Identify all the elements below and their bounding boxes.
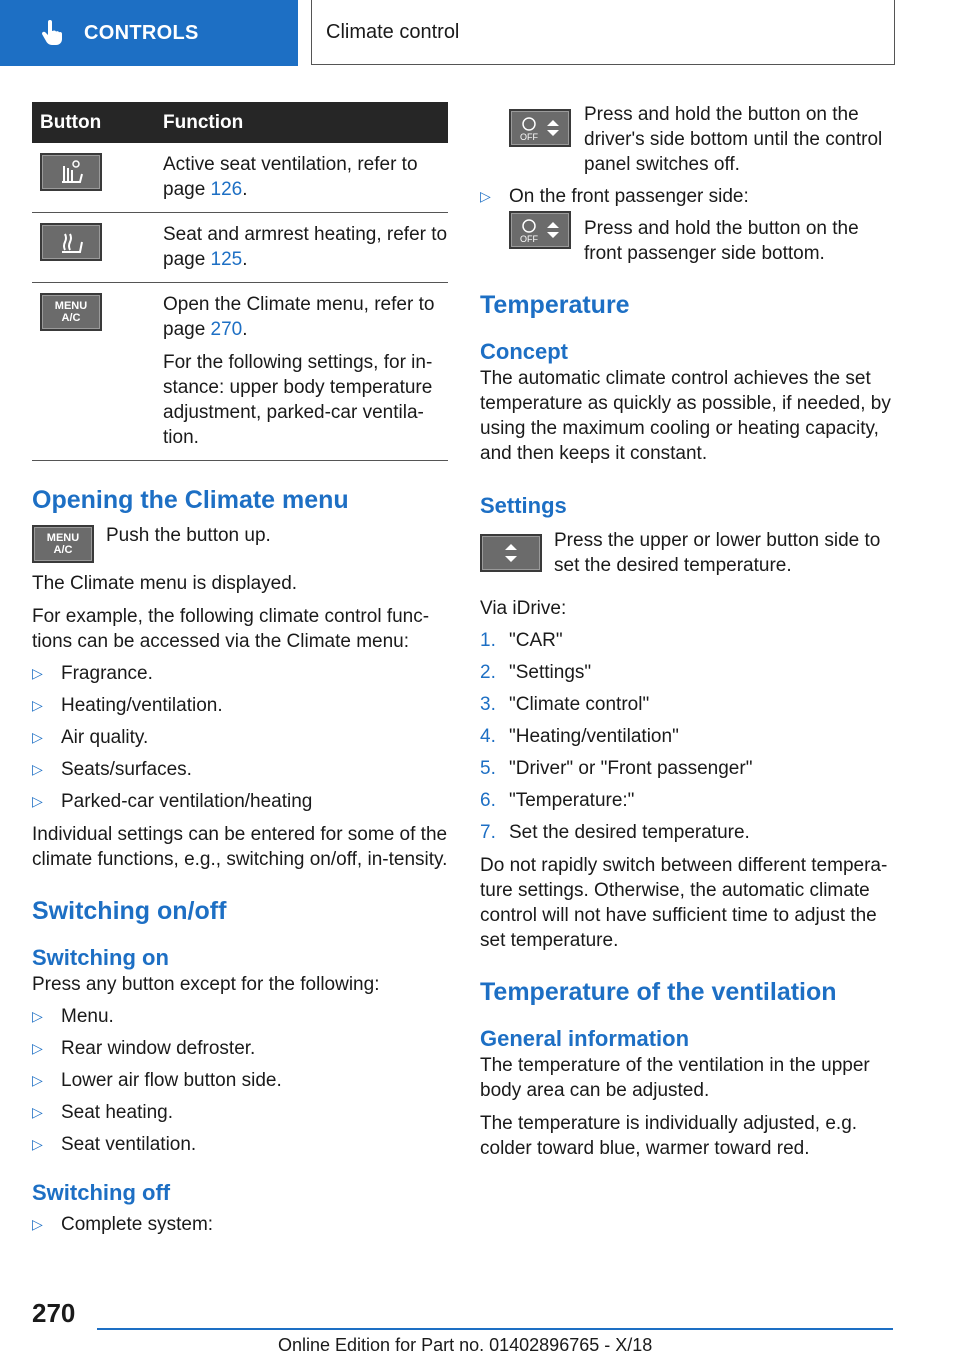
paragraph: For example, the following climate control func-tions can be accessed via the Climate menu:: [32, 606, 430, 652]
temperature-button-instruction: [480, 528, 896, 578]
column-header-button: Button: [32, 102, 163, 143]
list-item: ▷ Seat ventilation.: [32, 1132, 448, 1157]
heading-temperature: Temperature: [480, 291, 630, 319]
hand-pointer-icon: [38, 19, 66, 47]
section-label: CONTROLS: [84, 21, 199, 44]
heading-switching-off: Switching off: [32, 1180, 171, 1205]
table-cell-text: Open the Climate menu, refer to page 270.: [163, 294, 435, 340]
list-item: ▷ On the front passenger side:: [480, 184, 896, 209]
paragraph: Press any button except for the following:: [32, 974, 380, 995]
heading-settings: Settings: [480, 493, 567, 518]
paragraph: Via iDrive:: [480, 598, 567, 619]
list-item: ▷ Complete system:: [32, 1212, 448, 1237]
list-item: ▷ Heating/ventilation.: [32, 693, 448, 718]
page-link[interactable]: 126: [210, 179, 243, 200]
heading-concept: Concept: [480, 339, 568, 364]
paragraph: Do not rapidly switch between different tempera-ture settings. Otherwise, the automatic climate control will not have sufficient time to adjust the set temperature.: [480, 855, 888, 951]
list-item: ▷ Fragrance.: [32, 661, 448, 686]
heading-opening-climate-menu: Opening the Climate menu: [32, 486, 349, 514]
table-cell-text: Seat and armrest heating, refer to page 125.: [163, 224, 448, 270]
heading-general-information: General information: [480, 1026, 690, 1051]
climate-functions-list: [32, 661, 448, 814]
passenger-off-list: [480, 184, 896, 209]
list-item: 5. "Driver" or "Front passenger": [480, 758, 753, 779]
list-item: ▷ Parked-car ventilation/heating: [32, 789, 448, 814]
list-item: ▷ Rear window defroster.: [32, 1036, 448, 1061]
heading-ventilation-temperature: Temperature of the ventilation: [480, 978, 837, 1006]
list-item: ▷ Menu.: [32, 1004, 448, 1029]
edition-text: Online Edition for Part no. 01402896765 - X/18: [278, 1335, 653, 1355]
list-item: ▷ Seat heating.: [32, 1100, 448, 1125]
driver-off-instruction: [480, 102, 896, 177]
fan-off-button-icon: [509, 109, 571, 147]
up-down-rocker-icon: [480, 534, 542, 572]
paragraph: The temperature is individually adjusted, e.g. colder toward blue, warmer toward red.: [480, 1113, 858, 1159]
list-item: ▷ Air quality.: [32, 725, 448, 750]
instruction-text: Push the button up.: [106, 525, 271, 546]
column-header-function: Function: [163, 102, 448, 143]
svg-text:OFF: OFF: [520, 234, 538, 244]
table-cell-text: Active seat ventilation, refer to page 126.: [163, 154, 418, 200]
seat-ventilation-icon: [40, 153, 102, 191]
section-tab: [0, 0, 298, 66]
footer-rule: [97, 1328, 893, 1330]
instruction-text: Press the upper or lower button side to set the desired temperature.: [554, 530, 881, 576]
table-row: [32, 213, 448, 283]
svg-text:OFF: OFF: [520, 132, 538, 142]
list-item: 6. "Temperature:": [480, 790, 635, 811]
list-item: 3. "Climate control": [480, 694, 650, 715]
menu-ac-button-icon: MENU A/C: [40, 293, 102, 331]
page-link[interactable]: 270: [210, 319, 243, 340]
paragraph: The automatic climate control achieves the set temperature as quickly as possible, if needed, by using the maximum cooling or heating capacity, and then keeps it constant.: [480, 368, 891, 464]
seat-heating-icon: [40, 223, 102, 261]
table-cell-extra: For the following settings, for in-stance: upper body temperature adjustment, parked-car ventila-tion.: [163, 352, 433, 448]
paragraph: Individual settings can be entered for some of the climate functions, e.g., switching on/off, in-tensity.: [32, 824, 448, 870]
table-header-row: [32, 102, 448, 143]
idrive-steps-list: [480, 628, 896, 845]
chapter-title: Climate control: [326, 20, 460, 43]
list-item: 1. "CAR": [480, 630, 563, 651]
list-item: 7. Set the desired temperature.: [480, 822, 750, 843]
table-row: [32, 143, 448, 213]
menu-ac-button-icon: MENU A/C: [32, 525, 94, 563]
heading-switching-on: Switching on: [32, 945, 169, 970]
left-column: [32, 102, 448, 1237]
switching-off-list: [32, 1212, 448, 1237]
table-row: [32, 283, 448, 461]
paragraph: The Climate menu is displayed.: [32, 573, 298, 594]
paragraph: Press and hold the button on the driver's side bottom until the control panel switches off.: [584, 104, 883, 175]
list-item: 4. "Heating/ventilation": [480, 726, 679, 747]
page-link[interactable]: 125: [210, 249, 243, 270]
fan-off-button-icon: [509, 211, 571, 249]
page-header: [0, 0, 960, 66]
heading-switching-on-off: Switching on/off: [32, 897, 227, 925]
passenger-off-instruction: [480, 216, 896, 266]
chapter-title-box: [311, 0, 895, 65]
list-item: ▷ Seats/surfaces.: [32, 757, 448, 782]
menu-push-instruction: [32, 523, 448, 563]
paragraph: The temperature of the ventilation in the upper body area can be adjusted.: [480, 1055, 870, 1101]
page-number: 270: [32, 1298, 76, 1328]
list-item: ▷ Lower air flow button side.: [32, 1068, 448, 1093]
switching-on-exceptions-list: [32, 1004, 448, 1157]
button-function-table: [32, 102, 448, 461]
list-item: 2. "Settings": [480, 662, 592, 683]
right-column: [480, 102, 896, 1161]
paragraph: Press and hold the button on the front passenger side bottom.: [584, 218, 859, 264]
